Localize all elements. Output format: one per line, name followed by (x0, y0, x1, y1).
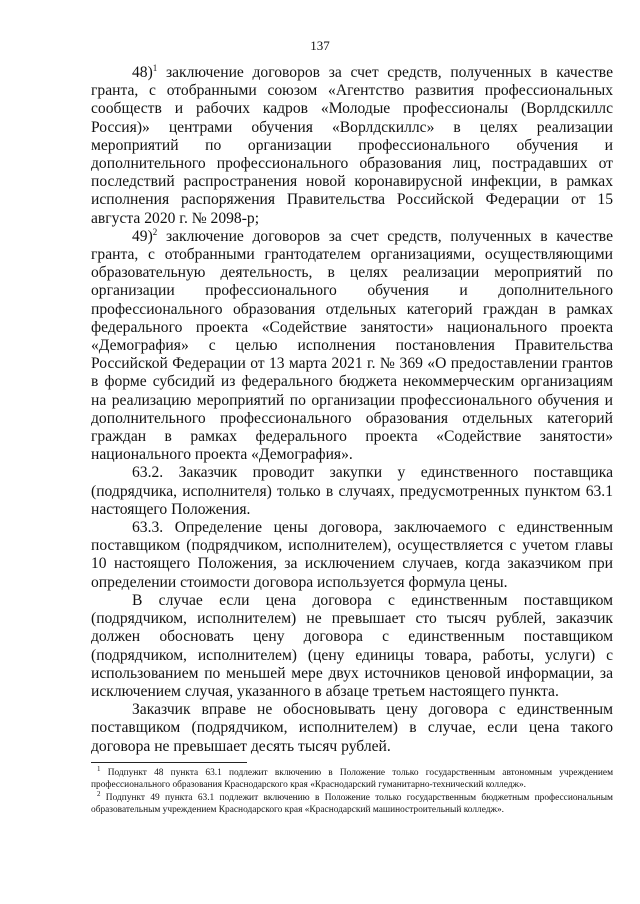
paragraph-price-exemption (91, 701, 613, 756)
footnote-mark: 1 (97, 765, 101, 773)
body-text (91, 64, 613, 756)
paragraph-text: заключение договоров за счет средств, полученных в качестве гранта, с отобранными грантодателем организациями, осуществляющими образовательную деятельность, в целях реализации мероприятий по организации профессионального обучения и дополнительного профессионального образования отдельных категорий граждан в рамках федерального проекта «Содействие занятости» национального проекта «Демография» с целью исполнения постановления Правительства Российской Федерации от 13 марта 2021 г. № 369 «О предоставлении грантов в форме субсидий из федерального бюджета некоммерческим организациям на реализацию мероприятий по организации профессионального обучения и дополнительного профессионального образования отдельных категорий граждан в рамках федерального проекта «Содействие занятости» национального проекта «Демография». (91, 227, 613, 464)
footnote-text: Подпункт 49 пункта 63.1 подлежит включению в Положение только государственным бюджетным профессиональным образовательным учреждением Краснодарского края «Краснодарский машиностроительный колледж». (91, 793, 613, 815)
item-number: 49) (132, 227, 153, 245)
item-number: 48) (132, 64, 153, 81)
footnote-2 (91, 790, 613, 816)
footnotes (91, 765, 613, 818)
footnote-reference[interactable]: 1 (152, 63, 158, 73)
paragraph-text: Заказчик вправе не обосновывать цену договора с единственным поставщиком (подрядчиком, исполнителем) в случае, если цена такого договора не превышает десять тысяч рублей. (91, 701, 613, 755)
paragraph-price-justification (91, 592, 613, 701)
paragraph-text: 63.2. Заказчик проводит закупки у единственного поставщика (подрядчика, исполнителя) только в случаях, предусмотренных пунктом 63.1 настоящего Положения. (91, 464, 613, 518)
paragraph-text: В случае если цена договора с единственным поставщиком (подрядчиком, исполнителем) не превышает сто тысяч рублей, заказчик должен обосновать цену договора с единственным поставщиком (подрядчиком, исполнителем) (цену единицы товара, работы, услуги) с использованием по меньшей мере двух источников ценовой информации, за исключением случая, указанного в абзаце третьем настоящего пункта. (91, 591, 613, 700)
paragraph-text: заключение договоров за счет средств, полученных в качестве гранта, с отобранными союзом «Агентство развития профессиональных сообществ и рабочих кадров «Молодые профессионалы (Ворлдскиллс Россия)» центрами обучения «Ворлдскиллс» в целях реализации мероприятий по организации профессионального обучения и дополнительного профессионального образования лиц, пострадавших от последствий распространения новой коронавирусной инфекции, в рамках исполнения распоряжения Правительства Российской Федерации от 15 августа 2020 г. № 2098-р; (91, 64, 613, 227)
paragraph-text: 63.3. Определение цены договора, заключаемого с единственным поставщиком (подрядчиком, исполнителем), осуществляется с учетом главы 10 настоящего Положения, за исключением случаев, когда заказчиком при определении стоимости договора используется формула цены. (91, 519, 613, 591)
paragraph-item-49 (91, 228, 613, 465)
paragraph-63-3 (91, 519, 613, 592)
footnote-reference[interactable]: 2 (152, 226, 158, 237)
footnote-text: Подпункт 48 пункта 63.1 подлежит включению в Положение только государственным автономным учреждением профессионального образования Краснодарского края «Краснодарский гуманитарно-технический колледж». (91, 768, 613, 790)
footnote-1 (91, 765, 613, 791)
page-number: 137 (310, 38, 330, 53)
footnote-divider (91, 762, 247, 763)
paragraph-63-2 (91, 464, 613, 519)
footnote-mark: 2 (97, 790, 101, 799)
paragraph-item-48 (91, 64, 613, 228)
